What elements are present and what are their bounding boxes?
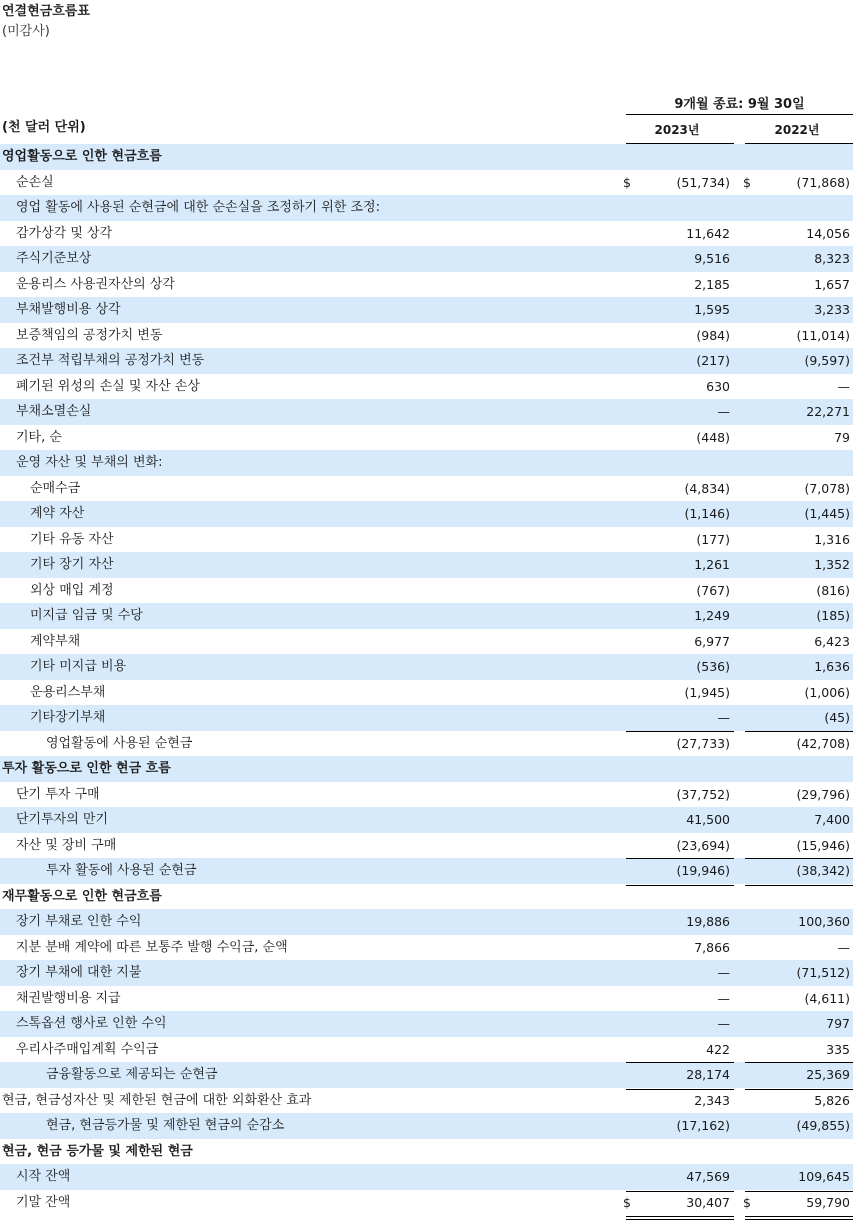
total-rule: [745, 858, 853, 859]
row-label: 기타장기부채: [30, 710, 106, 725]
row-label: 스톡옵션 행사로 인한 수익: [16, 1016, 167, 1031]
value-2022: (71,868): [796, 174, 850, 190]
value-2023: (4,834): [684, 480, 730, 496]
row-label: 단기 투자 구매: [16, 786, 100, 802]
table-row: [0, 425, 853, 451]
row-label: 운용리스 사용권자산의 상각: [16, 276, 175, 292]
table-row: [0, 501, 853, 527]
value-2023: (448): [696, 429, 730, 445]
value-2022: (4,611): [804, 990, 850, 1006]
value-2022: (9,597): [804, 353, 850, 368]
row-label: 조건부 적립부채의 공정가치 변동: [16, 353, 205, 368]
value-2022: 5,826: [814, 1092, 850, 1108]
table-row: [0, 680, 853, 706]
value-2023: (1,945): [684, 684, 730, 700]
row-label: 부채소멸손실: [16, 404, 92, 419]
value-2022: 797: [826, 1016, 850, 1031]
total-rule: [626, 731, 734, 732]
value-2023: —: [717, 965, 730, 980]
value-2023: (17,162): [676, 1118, 730, 1133]
table-row: [0, 1139, 853, 1165]
value-2023: 41,500: [686, 812, 730, 827]
cash-flow-table: [0, 144, 853, 1215]
row-label: 기타, 순: [16, 429, 62, 445]
table-row: [0, 654, 853, 680]
value-2023: 30,407: [686, 1194, 730, 1210]
table-row: [0, 374, 853, 400]
value-2022: (7,078): [804, 480, 850, 496]
currency-symbol: $: [623, 1194, 631, 1210]
value-2023: (217): [696, 353, 730, 368]
value-2022: (29,796): [796, 786, 850, 802]
table-row: [0, 858, 853, 884]
total-rule: [626, 858, 734, 859]
row-label: 순매수금: [30, 480, 81, 496]
value-2023: (536): [696, 659, 730, 674]
table-row: [0, 756, 853, 782]
row-label: 금융활동으로 제공되는 순현금: [46, 1067, 218, 1082]
table-row: [0, 348, 853, 374]
value-2022: (45): [824, 710, 850, 725]
table-row: [0, 578, 853, 604]
table-row: [0, 450, 853, 476]
value-2022: 1,316: [814, 531, 850, 547]
value-2023: 1,249: [694, 608, 730, 623]
row-label: 감가상각 및 상각: [16, 225, 113, 241]
table-row: [0, 782, 853, 808]
value-2022: 79: [834, 429, 850, 445]
value-2023: (27,733): [676, 735, 730, 751]
value-2022: 22,271: [806, 404, 850, 419]
value-2023: 422: [706, 1041, 730, 1057]
value-2023: 47,569: [686, 1169, 730, 1184]
value-2023: (1,146): [684, 506, 730, 521]
row-label: 계약 자산: [30, 506, 85, 521]
value-2022: (42,708): [796, 735, 850, 751]
value-2022: 100,360: [798, 914, 850, 929]
row-label: 단기투자의 만기: [16, 812, 109, 827]
row-label: 외상 매입 계정: [30, 582, 114, 598]
value-2022: 7,400: [814, 812, 850, 827]
table-row: [0, 629, 853, 655]
value-2023: (177): [696, 531, 730, 547]
value-2023: 1,595: [694, 302, 730, 317]
row-label: 장기 부채로 인한 수익: [16, 914, 142, 929]
table-row: [0, 144, 853, 170]
value-2022: 25,369: [806, 1067, 850, 1082]
table-row: [0, 272, 853, 298]
value-2023: (19,946): [676, 863, 730, 878]
value-2023: —: [717, 990, 730, 1006]
value-2022: (38,342): [796, 863, 850, 878]
unit-label: (천 달러 단위): [2, 120, 86, 135]
row-label: 주식기준보상: [16, 251, 92, 266]
value-2023: 28,174: [686, 1067, 730, 1082]
value-2023: 2,185: [694, 276, 730, 292]
value-2023: (984): [696, 327, 730, 343]
period-header: 9개월 종료: 9월 30일: [674, 97, 805, 112]
value-2023: —: [717, 404, 730, 419]
row-label: 부채발행비용 상각: [16, 302, 121, 317]
period-underline: [626, 114, 853, 115]
row-label: 채권발행비용 지급: [16, 990, 121, 1006]
value-2023: 19,886: [686, 914, 730, 929]
value-2023: 1,261: [694, 557, 730, 572]
row-label: 운용리스부채: [30, 684, 106, 700]
table-row: [0, 221, 853, 247]
value-2022: 6,423: [814, 633, 850, 649]
row-label: 현금, 현금성자산 및 제한된 현금에 대한 외화환산 효과: [2, 1092, 312, 1108]
value-2022: 109,645: [798, 1169, 850, 1184]
value-2022: (15,946): [796, 837, 850, 853]
value-2023: 2,343: [694, 1092, 730, 1108]
total-rule: [745, 1216, 853, 1217]
value-2023: —: [717, 710, 730, 725]
row-label: 폐기된 위성의 손실 및 자산 손상: [16, 378, 200, 394]
value-2022: 59,790: [806, 1194, 850, 1210]
row-label: 기타 유동 자산: [30, 531, 114, 547]
value-2022: 335: [826, 1041, 850, 1057]
value-2023: (37,752): [676, 786, 730, 802]
table-row: [0, 297, 853, 323]
table-row: [0, 603, 853, 629]
value-2022: (185): [816, 608, 850, 623]
total-rule: [626, 1062, 734, 1063]
table-row: [0, 195, 853, 221]
value-2022: —: [837, 378, 850, 394]
value-2023: 6,977: [694, 633, 730, 649]
table-row: [0, 323, 853, 349]
total-rule: [745, 731, 853, 732]
row-label: 미지급 임금 및 수당: [30, 608, 143, 623]
row-label: 기타 미지급 비용: [30, 659, 127, 674]
table-row: [0, 1011, 853, 1037]
row-label: 자산 및 장비 구매: [16, 837, 117, 853]
table-row: [0, 986, 853, 1012]
row-label: 영업활동에 사용된 순현금: [46, 735, 193, 751]
row-label: 장기 부채에 대한 지불: [16, 965, 142, 980]
value-2022: 1,636: [814, 659, 850, 674]
table-row: [0, 170, 853, 196]
table-row: [0, 246, 853, 272]
row-label: 지분 분배 계약에 따른 보통주 발행 수익금, 순액: [16, 939, 288, 955]
value-2022: 8,323: [814, 251, 850, 266]
table-row: [0, 1037, 853, 1063]
value-2022: 1,657: [814, 276, 850, 292]
value-2023: 9,516: [694, 251, 730, 266]
row-label: 순손실: [16, 174, 54, 190]
table-row: [0, 476, 853, 502]
value-2023: (23,694): [676, 837, 730, 853]
value-2023: 7,866: [694, 939, 730, 955]
table-row: [0, 909, 853, 935]
row-label: 현금, 현금 등가물 및 제한된 현금: [2, 1143, 193, 1159]
table-row: [0, 552, 853, 578]
table-row: [0, 960, 853, 986]
table-row: [0, 1088, 853, 1114]
row-label: 운영 자산 및 부채의 변화:: [16, 455, 163, 470]
total-rule: [626, 1216, 734, 1217]
currency-symbol: $: [743, 174, 751, 190]
row-label: 보증책임의 공정가치 변동: [16, 327, 163, 343]
value-2022: (71,512): [796, 965, 850, 980]
value-2023: (767): [696, 582, 730, 598]
value-2023: (51,734): [676, 174, 730, 190]
table-row: [0, 833, 853, 859]
year-2023-header: 2023년: [654, 123, 700, 137]
value-2022: —: [837, 939, 850, 955]
value-2022: (49,855): [796, 1118, 850, 1133]
value-2022: (816): [816, 582, 850, 598]
table-row: [0, 1164, 853, 1190]
value-2022: 14,056: [806, 225, 850, 241]
row-label: 재무활동으로 인한 현금흐름: [2, 888, 162, 904]
table-row: [0, 1190, 853, 1216]
table-row: [0, 527, 853, 553]
row-label: 시작 잔액: [16, 1169, 71, 1184]
value-2023: 11,642: [686, 225, 730, 241]
value-2022: 1,352: [814, 557, 850, 572]
table-row: [0, 1113, 853, 1139]
row-label: 투자 활동에 사용된 순현금: [46, 863, 197, 878]
row-label: 기타 장기 자산: [30, 557, 114, 572]
table-row: [0, 1062, 853, 1088]
table-row: [0, 731, 853, 757]
currency-symbol: $: [743, 1194, 751, 1210]
table-row: [0, 884, 853, 910]
row-label: 기말 잔액: [16, 1194, 71, 1210]
table-row: [0, 705, 853, 731]
row-label: 영업 활동에 사용된 순현금에 대한 순손실을 조정하기 위한 조정:: [16, 200, 380, 215]
statement-subtitle: (미감사): [2, 24, 50, 39]
value-2022: (1,445): [804, 506, 850, 521]
row-label: 영업활동으로 인한 현금흐름: [2, 149, 162, 164]
value-2023: —: [717, 1016, 730, 1031]
row-label: 우리사주매입계획 수익금: [16, 1041, 159, 1057]
value-2022: (11,014): [796, 327, 850, 343]
row-label: 투자 활동으로 인한 현금 흐름: [2, 761, 171, 776]
row-label: 계약부채: [30, 633, 81, 649]
table-row: [0, 807, 853, 833]
table-row: [0, 399, 853, 425]
year-2022-header: 2022년: [774, 123, 820, 137]
total-rule: [745, 1062, 853, 1063]
currency-symbol: $: [623, 174, 631, 190]
value-2023: 630: [706, 378, 730, 394]
statement-title: 연결현금흐름표: [2, 4, 90, 19]
value-2022: (1,006): [804, 684, 850, 700]
row-label: 현금, 현금등가물 및 제한된 현금의 순감소: [46, 1118, 285, 1133]
table-row: [0, 935, 853, 961]
value-2022: 3,233: [814, 302, 850, 317]
